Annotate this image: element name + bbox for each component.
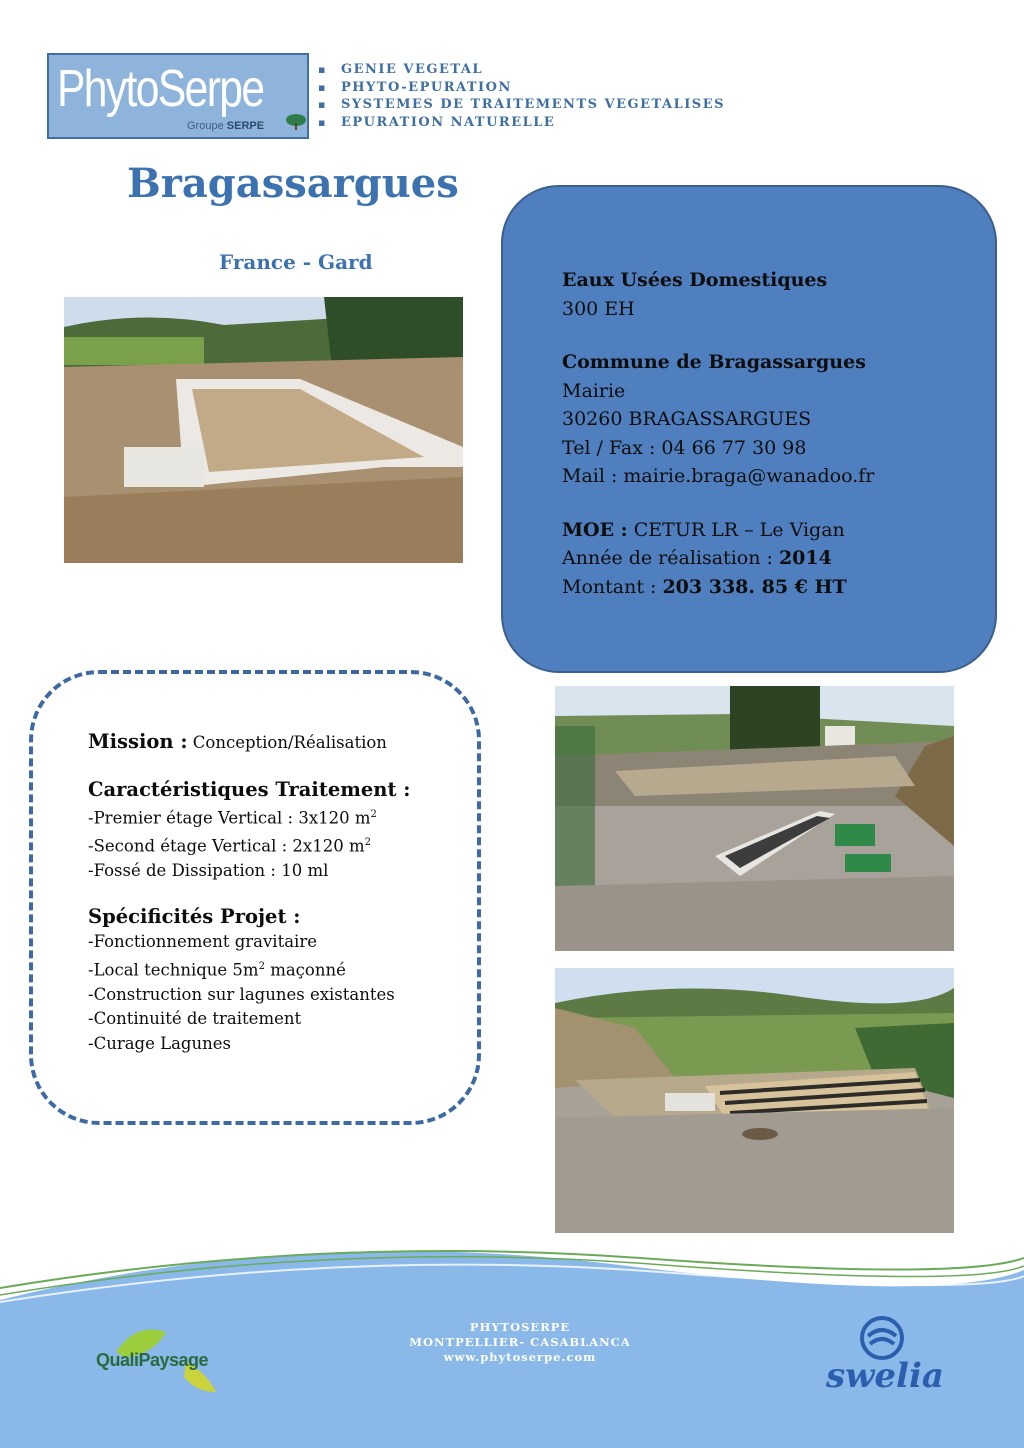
phytoserpe-logo	[47, 53, 309, 139]
tagline-item: ▪ GENIE VEGETAL	[318, 62, 725, 80]
characteristic-item: -Premier étage Vertical : 3x120 $m^2$	[88, 808, 377, 827]
footer-website[interactable]: www.phytoserpe.com	[443, 1350, 597, 1364]
specificity-item: -Continuité de traitement	[88, 1009, 302, 1028]
owner-line: Mail : mairie.braga@wanadoo.fr	[562, 465, 875, 487]
logo-subtitle: Groupe SERPE	[187, 120, 265, 132]
amount-line: Montant : 203 338. 85 € HT	[562, 575, 847, 598]
swelia-logo: swelia	[826, 1356, 944, 1396]
footer-company: PHYTOSERPE	[469, 1320, 571, 1334]
mission-line: Mission : Conception/Réalisation	[88, 730, 387, 753]
tagline-item: ▪ EPURATION NATURELLE	[318, 115, 725, 133]
owner-line: Tel / Fax : 04 66 77 30 98	[562, 436, 807, 459]
project-info-text	[562, 266, 982, 601]
tree-icon	[285, 113, 307, 131]
moe-line: MOE : CETUR LR – Le Vigan	[562, 518, 845, 541]
characteristic-item: -Fossé de Dissipation : 10 ml	[88, 860, 329, 880]
qualipaysage-logo: QualiPaysage	[96, 1350, 209, 1370]
owner-line: Mairie	[562, 379, 626, 402]
footer-locations: MONTPELLIER- CASABLANCA	[409, 1335, 631, 1349]
page-title: Bragassargues	[127, 160, 459, 207]
mission-text	[88, 728, 468, 1056]
swelia-wave-icon	[858, 1314, 906, 1362]
specificity-item: -Construction sur lagunes existantes	[88, 984, 395, 1004]
wastewater-type: Eaux Usées Domestiques	[562, 269, 828, 291]
tagline-item: ▪ SYSTEMES DE TRAITEMENTS VEGETALISES	[318, 97, 725, 115]
year-line: Année de réalisation : 2014	[562, 547, 832, 569]
specificity-item: -Fonctionnement gravitaire	[88, 932, 317, 951]
site-photo-filter-gravel	[555, 686, 954, 951]
owner-line: 30260 BRAGASSARGUES	[562, 408, 812, 430]
specificities-heading: Spécificités Projet :	[88, 905, 301, 928]
tagline-item: ▪ PHYTO-EPURATION	[318, 80, 725, 98]
specificity-item: -Curage Lagunes	[88, 1033, 231, 1053]
logo-wordmark: PhytoSerpe	[57, 60, 264, 118]
capacity: 300 EH	[562, 297, 635, 320]
characteristics-heading: Caractéristiques Traitement :	[88, 777, 411, 801]
footer-address	[360, 1320, 680, 1365]
owner-name: Commune de Bragassargues	[562, 351, 866, 373]
tagline-list	[318, 62, 725, 132]
site-photo-filter-beds	[555, 968, 954, 1233]
page-subtitle: France - Gard	[219, 250, 373, 274]
specificity-item: -Local technique $5m^2$ maçonné	[88, 960, 346, 979]
site-photo-construction	[64, 297, 463, 563]
characteristic-item: -Second étage Vertical : 2x120 $m^2$	[88, 836, 371, 855]
